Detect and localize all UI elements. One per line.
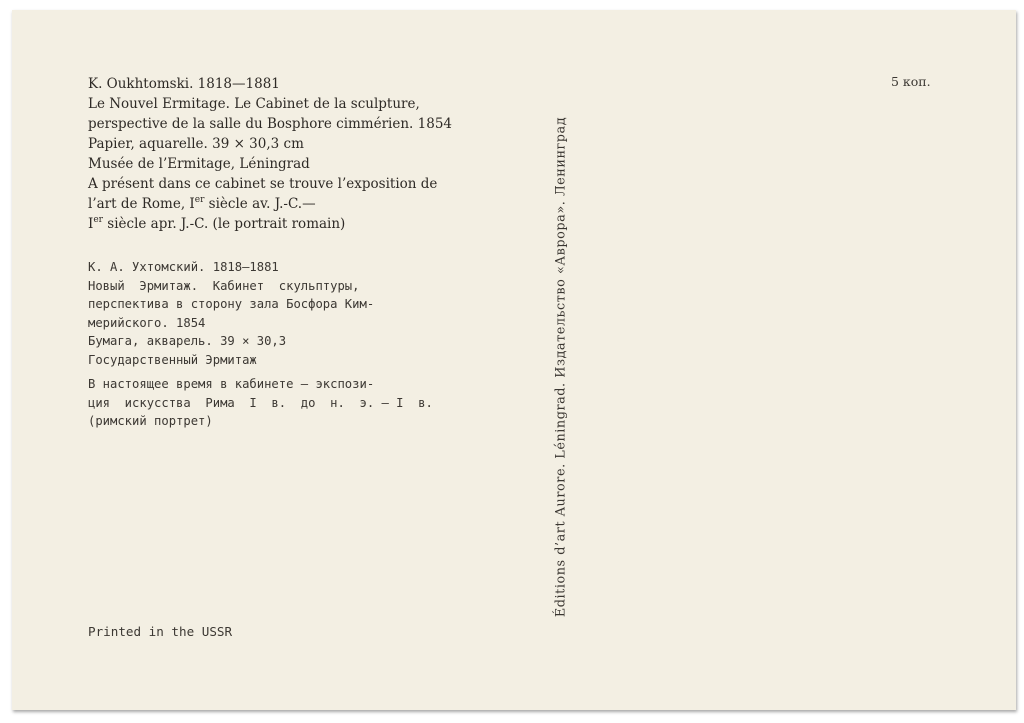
price-label: 5 коп. xyxy=(891,74,931,89)
note-line-fr-3-sup: er xyxy=(93,215,103,225)
artist-line-ru: К. А. Ухтомский. 1818—1881 xyxy=(88,260,279,274)
note-line-fr-2-b: siècle av. J.-C.— xyxy=(204,196,316,212)
museum-line-ru: Государственный Эрмитаж xyxy=(88,352,257,367)
museum-line-fr: Musée de l’Ermitage, Léningrad xyxy=(88,156,310,172)
title-line-fr: Le Nouvel Ermitage. Le Cabinet de la sculpture, xyxy=(88,96,420,112)
french-caption xyxy=(88,74,508,234)
title-line-ru-2: перспектива в сторону зала Босфора Ким- xyxy=(88,297,375,311)
note-line-fr-2 xyxy=(88,194,508,214)
printed-in-label: Printed in the USSR xyxy=(88,624,233,639)
note-line-fr-3-b: siècle apr. J.-C. (le portrait romain) xyxy=(102,216,346,232)
title-line-ru-3: мерийского. 1854 xyxy=(88,315,206,330)
russian-caption xyxy=(88,258,508,431)
publisher-vertical-text: Éditions d’art Aurore. Léningrad. Издательство «Аврора». Ленинград xyxy=(553,116,569,618)
publisher-divider xyxy=(548,52,574,682)
note-line-fr-3 xyxy=(88,214,508,234)
note-line-fr-2-sup: er xyxy=(194,195,205,205)
note-line-ru-2: ция искусства Рима I в. до н. э. — I в. xyxy=(88,395,433,410)
medium-line-ru: Бумага, акварель. 39 × 30,3 xyxy=(88,334,287,348)
title-line-ru-1: Новый Эрмитаж. Кабинет скульптуры, xyxy=(88,278,360,293)
note-line-ru-3: (римский портрет) xyxy=(88,414,213,428)
artist-line-fr: K. Oukhtomski. 1818—1881 xyxy=(88,76,280,92)
note-line-fr-3-a: I xyxy=(88,216,94,232)
note-line-fr-2-a: l’art de Rome, I xyxy=(88,196,195,212)
medium-line-fr: Papier, aquarelle. 39 × 30,3 cm xyxy=(88,136,304,152)
subtitle-line-fr: perspective de la salle du Bosphore cimmérien. 1854 xyxy=(88,116,452,132)
note-line-ru-1: В настоящее время в кабинете — экспози- xyxy=(88,377,375,391)
postcard-back xyxy=(12,10,1016,710)
note-line-fr-1: A présent dans ce cabinet se trouve l’exposition de xyxy=(88,176,438,192)
